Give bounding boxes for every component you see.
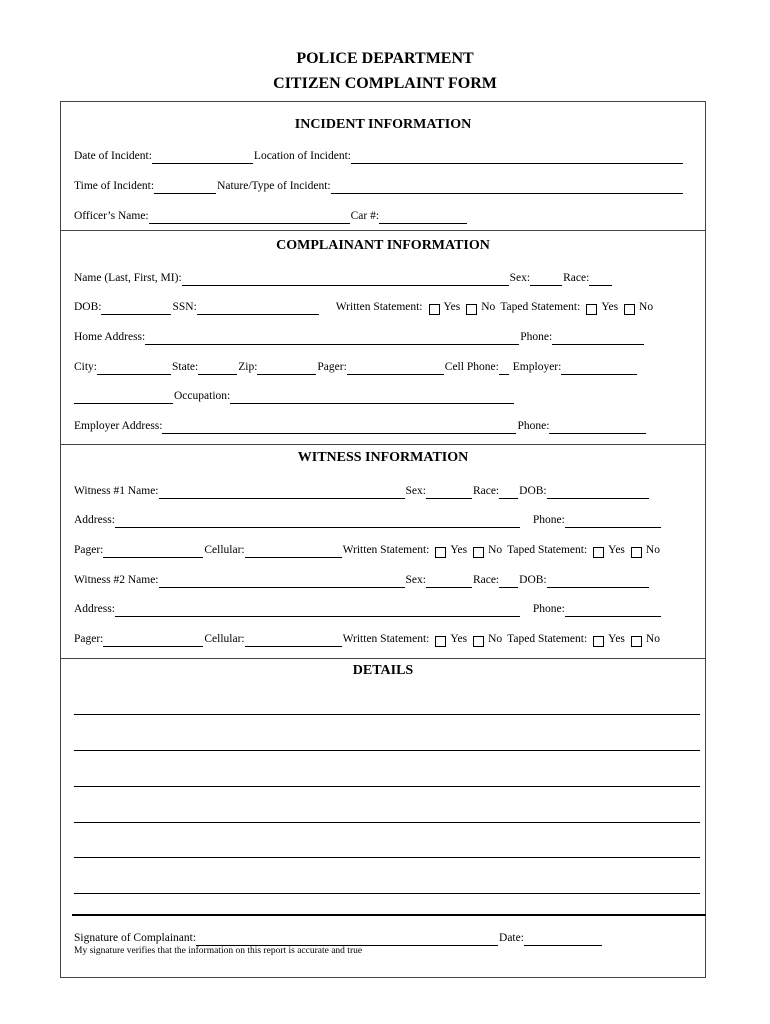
location-of-incident-field[interactable]	[351, 151, 683, 164]
dob-label: DOB:	[74, 301, 102, 313]
no-label: No	[645, 544, 660, 556]
witness-section-title: WITNESS INFORMATION	[297, 450, 469, 465]
witness2-cellular-field[interactable]	[245, 634, 342, 647]
details-line[interactable]	[74, 857, 700, 858]
zip-label: Zip:	[238, 361, 258, 373]
complainant-section	[60, 230, 706, 445]
no-label: No	[488, 633, 503, 645]
witness1-cellular-field[interactable]	[245, 545, 342, 558]
witness2-row-pager	[74, 631, 660, 647]
ssn-label: SSN:	[172, 301, 197, 313]
signature-row	[74, 930, 603, 946]
no-label: No	[481, 301, 496, 313]
details-divider	[72, 914, 706, 916]
employer-field[interactable]	[561, 362, 637, 375]
car-number-field[interactable]	[379, 211, 467, 224]
yes-label: Yes	[443, 301, 461, 313]
yes-label: Yes	[450, 544, 468, 556]
witness2-written-no-checkbox[interactable]	[473, 636, 484, 647]
witness2-name-field[interactable]	[159, 575, 405, 588]
no-label: No	[639, 301, 654, 313]
officer-name-field[interactable]	[149, 211, 350, 224]
witness1-row-name	[74, 483, 650, 499]
car-label: Car #:	[350, 210, 380, 222]
details-section-title: DETAILS	[352, 663, 414, 678]
yes-label: Yes	[450, 633, 468, 645]
signature-field[interactable]	[196, 933, 498, 946]
dob-label: DOB:	[519, 574, 547, 586]
incident-row-officer	[74, 208, 468, 224]
witness2-pager-field[interactable]	[103, 634, 203, 647]
occupation-field[interactable]	[230, 391, 514, 404]
address-label: Address:	[74, 514, 115, 526]
complainant-dob-field[interactable]	[101, 302, 171, 315]
complainant-name-field[interactable]	[182, 273, 509, 286]
taped-statement-label: Taped Statement:	[507, 633, 588, 645]
details-section	[60, 658, 706, 978]
employer-address-label: Employer Address:	[74, 420, 163, 432]
cell-phone-field[interactable]	[499, 362, 509, 375]
witness2-name-label: Witness #2 Name:	[74, 574, 159, 586]
pager-label: Pager:	[317, 361, 347, 373]
state-field[interactable]	[198, 362, 237, 375]
date-label: Date of Incident:	[74, 150, 152, 162]
name-label: Name (Last, First, MI):	[74, 272, 182, 284]
form-title-department: POLICE DEPARTMENT	[296, 50, 474, 67]
dob-label: DOB:	[519, 485, 547, 497]
sex-label: Sex:	[405, 574, 426, 586]
taped-yes-checkbox[interactable]	[586, 304, 597, 315]
home-address-label: Home Address:	[74, 331, 146, 343]
witness1-written-no-checkbox[interactable]	[473, 547, 484, 558]
witness2-race-field[interactable]	[499, 575, 518, 588]
verification-statement: My signature verifies that the information on this report is accurate and true	[74, 946, 363, 956]
no-label: No	[645, 633, 660, 645]
complainant-ssn-field[interactable]	[197, 302, 319, 315]
date-label: Date:	[499, 932, 524, 944]
occupation-prefix-field[interactable]	[74, 391, 173, 404]
pager-field[interactable]	[347, 362, 444, 375]
taped-no-checkbox[interactable]	[624, 304, 635, 315]
officer-label: Officer’s Name:	[74, 210, 149, 222]
pager-label: Pager:	[74, 544, 104, 556]
complainant-section-title: COMPLAINANT INFORMATION	[276, 238, 490, 253]
complainant-row-employer-address	[74, 418, 647, 434]
complainant-row-dob	[74, 299, 653, 315]
incident-row-time	[74, 178, 684, 194]
written-statement-label: Written Statement:	[335, 301, 423, 313]
yes-label: Yes	[601, 301, 619, 313]
complainant-row-occupation	[74, 388, 515, 404]
address-label: Address:	[74, 603, 115, 615]
pager-label: Pager:	[74, 633, 104, 645]
witness1-written-yes-checkbox[interactable]	[435, 547, 446, 558]
race-label: Race:	[472, 485, 500, 497]
witness1-taped-yes-checkbox[interactable]	[593, 547, 604, 558]
time-label: Time of Incident:	[74, 180, 155, 192]
race-label: Race:	[472, 574, 500, 586]
witness1-address-field[interactable]	[115, 515, 520, 528]
state-label: State:	[172, 361, 199, 373]
witness2-taped-yes-checkbox[interactable]	[593, 636, 604, 647]
phone-label: Phone:	[532, 603, 565, 615]
witness1-race-field[interactable]	[499, 486, 518, 499]
phone-label: Phone:	[520, 331, 553, 343]
form-title-complaint: CITIZEN COMPLAINT FORM	[273, 75, 497, 92]
yes-label: Yes	[608, 633, 625, 645]
incident-section-title: INCIDENT INFORMATION	[294, 117, 472, 132]
home-phone-field[interactable]	[552, 332, 644, 345]
nature-label: Nature/Type of Incident:	[217, 180, 331, 192]
employer-phone-field[interactable]	[549, 421, 646, 434]
complainant-row-name	[74, 270, 613, 286]
witness1-name-label: Witness #1 Name:	[74, 485, 159, 497]
employer-address-field[interactable]	[162, 421, 516, 434]
written-yes-checkbox[interactable]	[429, 304, 440, 315]
written-statement-label: Written Statement:	[342, 544, 430, 556]
city-label: City:	[74, 361, 98, 373]
zip-field[interactable]	[257, 362, 316, 375]
witness1-row-pager	[74, 542, 660, 558]
complainant-row-city	[74, 359, 638, 375]
complainant-race-field[interactable]	[589, 273, 612, 286]
witness2-dob-field[interactable]	[547, 575, 649, 588]
witness1-phone-field[interactable]	[565, 515, 661, 528]
cell-phone-label: Cell Phone:	[444, 361, 499, 373]
complainant-row-home-address	[74, 329, 645, 345]
home-address-field[interactable]	[145, 332, 519, 345]
details-line[interactable]	[74, 822, 700, 823]
signature-label: Signature of Complainant:	[74, 932, 197, 944]
taped-statement-label: Taped Statement:	[500, 301, 581, 313]
witness2-taped-no-checkbox[interactable]	[631, 636, 642, 647]
witness1-dob-field[interactable]	[547, 486, 649, 499]
witness2-row-name	[74, 572, 650, 588]
witness2-address-field[interactable]	[115, 604, 520, 617]
race-label: Race:	[563, 272, 590, 284]
written-no-checkbox[interactable]	[466, 304, 477, 315]
taped-statement-label: Taped Statement:	[507, 544, 588, 556]
details-line[interactable]	[74, 786, 700, 787]
signature-date-field[interactable]	[524, 933, 602, 946]
witness1-row-address	[74, 512, 662, 528]
city-field[interactable]	[97, 362, 171, 375]
location-label: Location of Incident:	[253, 150, 351, 162]
nature-of-incident-field[interactable]	[331, 181, 683, 194]
witness-section	[60, 444, 706, 659]
witness2-written-yes-checkbox[interactable]	[435, 636, 446, 647]
no-label: No	[488, 544, 503, 556]
date-of-incident-field[interactable]	[152, 151, 253, 164]
sex-label: Sex:	[405, 485, 426, 497]
complainant-sex-field[interactable]	[530, 273, 562, 286]
employer-label: Employer:	[512, 361, 562, 373]
witness1-pager-field[interactable]	[103, 545, 203, 558]
witness1-sex-field[interactable]	[426, 486, 472, 499]
cellular-label: Cellular:	[204, 544, 245, 556]
cellular-label: Cellular:	[204, 633, 245, 645]
phone-label: Phone:	[517, 420, 550, 432]
incident-section	[60, 101, 706, 231]
occupation-label: Occupation:	[174, 390, 231, 402]
witness2-sex-field[interactable]	[426, 575, 472, 588]
incident-row-date	[74, 148, 684, 164]
written-statement-label: Written Statement:	[342, 633, 430, 645]
witness2-phone-field[interactable]	[565, 604, 661, 617]
phone-label: Phone:	[532, 514, 565, 526]
details-line[interactable]	[74, 714, 700, 715]
details-line[interactable]	[74, 750, 700, 751]
yes-label: Yes	[608, 544, 625, 556]
witness1-taped-no-checkbox[interactable]	[631, 547, 642, 558]
details-line[interactable]	[74, 893, 700, 894]
sex-label: Sex:	[509, 272, 531, 284]
witness1-name-field[interactable]	[159, 486, 405, 499]
witness2-row-address	[74, 601, 662, 617]
time-of-incident-field[interactable]	[154, 181, 216, 194]
